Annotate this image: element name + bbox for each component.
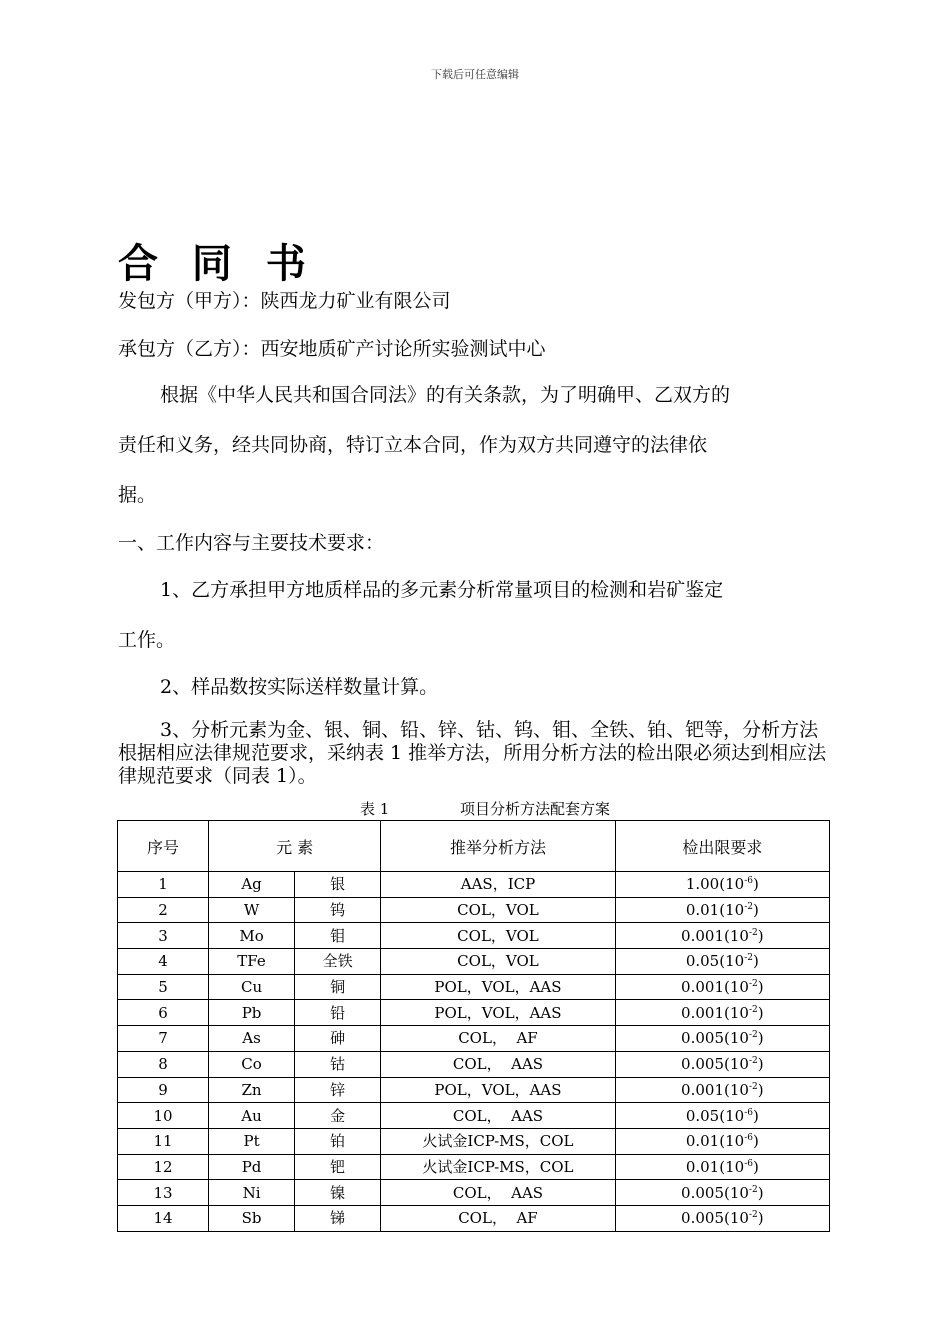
cell-method: COL，VOL <box>381 949 615 975</box>
cell-limit: $0.001(10^{-2})$ <box>615 974 829 1000</box>
cell-no: 11 <box>118 1128 209 1154</box>
table-row <box>118 1154 830 1180</box>
table-row <box>118 1051 830 1077</box>
cell-method: AAS，ICP <box>381 872 615 898</box>
header-element: 元 素 <box>209 821 381 872</box>
method-table <box>117 820 830 1232</box>
cell-symbol: Cu <box>209 974 295 1000</box>
item-2: 2、样品数按实际送样数量计算。 <box>160 676 439 698</box>
party-a: 发包方（甲方）：陕西龙力矿业有限公司 <box>118 290 451 312</box>
cell-limit: $0.05(10^{-2})$ <box>615 949 829 975</box>
cell-element-name: 镍 <box>295 1180 381 1206</box>
limit-exponent: -2 <box>748 1184 758 1195</box>
limit-exponent: -2 <box>748 1210 758 1221</box>
cell-no: 8 <box>118 1051 209 1077</box>
preamble-line-3: 据。 <box>118 484 157 506</box>
limit-exponent: -6 <box>744 876 753 887</box>
cell-method: COL，VOL <box>381 923 615 949</box>
limit-value: 0.005 <box>681 1209 724 1228</box>
item-3: 3、分析元素为金、银、铜、铅、锌、钴、钨、钼、全铁、铂、钯等，分析方法根据相应法律规范要求，采纳表 1 推举方法，所用分析方法的检出限必须达到相应法律规范要求（同表 1）。 <box>118 719 827 787</box>
table-row <box>118 1077 830 1103</box>
cell-limit: $1.00(10^{-6})$ <box>615 872 829 898</box>
cell-limit: $0.01(10^{-6})$ <box>615 1128 829 1154</box>
cell-method: COL， AAS <box>381 1103 615 1129</box>
limit-exponent: -2 <box>748 979 758 990</box>
cell-limit: $0.005(10^{-2})$ <box>615 1026 829 1052</box>
limit-value: 1.00 <box>685 875 720 894</box>
limit-value: 0.001 <box>681 978 724 997</box>
limit-value: 0.001 <box>681 1080 724 1099</box>
cell-no: 4 <box>118 949 209 975</box>
cell-limit: $0.05(10^{-6})$ <box>615 1103 829 1129</box>
item-1-line-2: 工作。 <box>118 629 176 651</box>
limit-value: 0.01 <box>685 1132 720 1151</box>
header-limit: 检出限要求 <box>615 821 829 872</box>
cell-element-name: 钨 <box>295 897 381 923</box>
cell-symbol: As <box>209 1026 295 1052</box>
cell-no: 10 <box>118 1103 209 1129</box>
table-row <box>118 872 830 898</box>
cell-limit: $0.005(10^{-2})$ <box>615 1180 829 1206</box>
cell-element-name: 银 <box>295 872 381 898</box>
cell-no: 3 <box>118 923 209 949</box>
table-caption-title: 项目分析方法配套方案 <box>460 800 611 818</box>
cell-symbol: Ni <box>209 1180 295 1206</box>
cell-limit: $0.01(10^{-6})$ <box>615 1154 829 1180</box>
limit-exponent: -6 <box>744 1133 753 1144</box>
cell-symbol: Ag <box>209 872 295 898</box>
cell-no: 9 <box>118 1077 209 1103</box>
limit-exponent: -2 <box>748 1081 758 1092</box>
party-b: 承包方（乙方）：西安地质矿产讨论所实验测试中心 <box>118 338 546 360</box>
cell-limit: $0.001(10^{-2})$ <box>615 1000 829 1026</box>
header-method: 推举分析方法 <box>381 821 615 872</box>
limit-exponent: -2 <box>744 953 753 964</box>
cell-symbol: Mo <box>209 923 295 949</box>
cell-element-name: 钴 <box>295 1051 381 1077</box>
section-heading-1: 一、工作内容与主要技术要求： <box>118 532 385 554</box>
cell-element-name: 铂 <box>295 1128 381 1154</box>
cell-symbol: Co <box>209 1051 295 1077</box>
cell-method: POL，VOL，AAS <box>381 974 615 1000</box>
cell-no: 13 <box>118 1180 209 1206</box>
limit-exponent: -2 <box>744 902 753 913</box>
cell-method: COL， AAS <box>381 1180 615 1206</box>
limit-value: 0.005 <box>681 1055 724 1074</box>
cell-limit: $0.001(10^{-2})$ <box>615 1077 829 1103</box>
table-row <box>118 949 830 975</box>
cell-symbol: Pd <box>209 1154 295 1180</box>
table-row <box>118 1103 830 1129</box>
cell-method: 火试金ICP-MS，COL <box>381 1154 615 1180</box>
limit-value: 0.01 <box>685 901 720 920</box>
cell-method: POL，VOL，AAS <box>381 1077 615 1103</box>
cell-method: COL， AAS <box>381 1051 615 1077</box>
table-caption-label: 表 1 <box>360 800 390 818</box>
cell-symbol: Au <box>209 1103 295 1129</box>
table-row <box>118 1180 830 1206</box>
limit-value: 0.005 <box>681 1029 724 1048</box>
cell-no: 7 <box>118 1026 209 1052</box>
cell-method: COL， AF <box>381 1205 615 1231</box>
limit-value: 0.05 <box>685 1106 720 1125</box>
table-row <box>118 1205 830 1231</box>
cell-limit: $0.005(10^{-2})$ <box>615 1051 829 1077</box>
cell-limit: $0.001(10^{-2})$ <box>615 923 829 949</box>
limit-exponent: -2 <box>748 1056 758 1067</box>
cell-method: COL，VOL <box>381 897 615 923</box>
table-row <box>118 897 830 923</box>
cell-limit: $0.01(10^{-2})$ <box>615 897 829 923</box>
cell-no: 5 <box>118 974 209 1000</box>
cell-no: 12 <box>118 1154 209 1180</box>
cell-symbol: Zn <box>209 1077 295 1103</box>
cell-element-name: 钼 <box>295 923 381 949</box>
table-row <box>118 1026 830 1052</box>
cell-element-name: 锑 <box>295 1205 381 1231</box>
limit-value: 0.01 <box>685 1157 720 1176</box>
cell-element-name: 铜 <box>295 974 381 1000</box>
limit-value: 0.05 <box>685 952 720 971</box>
table-header-row <box>118 821 830 872</box>
item-1-line-1: 1、乙方承担甲方地质样品的多元素分析常量项目的检测和岩矿鉴定 <box>160 579 724 601</box>
preamble-line-2: 责任和义务，经共同协商，特订立本合同，作为双方共同遵守的法律依 <box>118 434 708 456</box>
table-row <box>118 1128 830 1154</box>
cell-element-name: 金 <box>295 1103 381 1129</box>
limit-exponent: -2 <box>748 927 758 938</box>
cell-symbol: Pb <box>209 1000 295 1026</box>
cell-symbol: TFe <box>209 949 295 975</box>
header-no: 序号 <box>118 821 209 872</box>
page-header: 下载后可任意编辑 <box>431 68 519 81</box>
table-row <box>118 1000 830 1026</box>
cell-method: POL，VOL，AAS <box>381 1000 615 1026</box>
limit-exponent: -6 <box>744 1158 753 1169</box>
limit-exponent: -6 <box>744 1107 753 1118</box>
preamble-line-1: 根据《中华人民共和国合同法》的有关条款，为了明确甲、乙双方的 <box>160 384 731 406</box>
cell-symbol: W <box>209 897 295 923</box>
table-row <box>118 923 830 949</box>
limit-value: 0.005 <box>681 1183 724 1202</box>
cell-method: 火试金ICP-MS，COL <box>381 1128 615 1154</box>
limit-exponent: -2 <box>748 1004 758 1015</box>
cell-element-name: 锌 <box>295 1077 381 1103</box>
cell-no: 2 <box>118 897 209 923</box>
limit-value: 0.001 <box>681 1003 724 1022</box>
cell-element-name: 钯 <box>295 1154 381 1180</box>
cell-no: 6 <box>118 1000 209 1026</box>
cell-symbol: Sb <box>209 1205 295 1231</box>
cell-no: 1 <box>118 872 209 898</box>
cell-method: COL， AF <box>381 1026 615 1052</box>
document-title: 合 同 书 <box>118 241 316 287</box>
cell-element-name: 全铁 <box>295 949 381 975</box>
cell-element-name: 砷 <box>295 1026 381 1052</box>
limit-exponent: -2 <box>748 1030 758 1041</box>
cell-symbol: Pt <box>209 1128 295 1154</box>
cell-element-name: 铅 <box>295 1000 381 1026</box>
limit-value: 0.001 <box>681 926 724 945</box>
cell-no: 14 <box>118 1205 209 1231</box>
table-row <box>118 974 830 1000</box>
cell-limit: $0.005(10^{-2})$ <box>615 1205 829 1231</box>
